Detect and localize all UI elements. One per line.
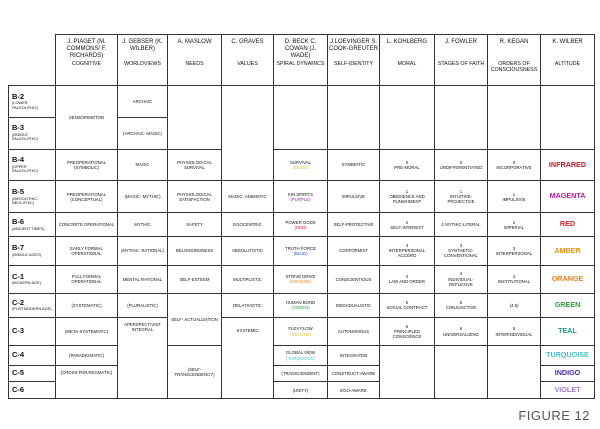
stage-era: (ANCIENT TIMES) — [12, 225, 45, 231]
cell-graves-egocentric: EGOCENTRIC — [222, 213, 274, 237]
stage-era: (UPPER PALEOLITHIC) — [12, 163, 39, 174]
header-names: D. BECK C. COWAN (J. WADE) — [284, 39, 317, 60]
stage-number: 3 — [405, 243, 409, 249]
cell-piaget-meta-systematic: (META-SYSTEMATIC) — [56, 317, 118, 345]
header-names: J. GEBSER (K. WILBER) — [122, 39, 163, 53]
stage-number: 4 — [512, 274, 516, 280]
stage-number: 1 — [459, 189, 463, 194]
stage-text: INSTITUTIONAL — [497, 279, 531, 285]
cell-kegan-empty-upper — [488, 346, 541, 399]
header-wilber — [541, 35, 595, 86]
stage-code: B-5 — [12, 187, 25, 196]
cell-kohlberg-empty-upper — [380, 346, 435, 399]
cell-maslow-self-esteem: SELF-ESTEEM — [168, 265, 222, 293]
cell-gebser-magic-mythic: (MAGIC- MYTHIC) — [118, 181, 168, 213]
header-names: A. MASLOW — [177, 39, 212, 45]
stage-text: UNIVERSALIZING — [443, 331, 479, 337]
spiral-stage-name: FLEX FLOW — [288, 326, 313, 332]
stage-text: INCORPORATIVE — [496, 164, 532, 170]
cell-maslow-physiological-satisfaction: PHYSIOLOGICAL SATISFACTION — [168, 181, 222, 213]
stage-label — [9, 237, 56, 265]
stage-text: INTERINDIVIDUAL — [495, 331, 533, 337]
stage-number: 2 — [441, 222, 444, 228]
cell-loevinger-self-protective: SELF-PROTECTIVE — [328, 213, 380, 237]
cell-loevinger-construct-aware: CONSTRUCT-AWARE — [328, 365, 380, 382]
cell-fowler-empty — [435, 86, 488, 150]
stage-row — [9, 237, 595, 265]
cell-piaget-systematic: (SYSTEMATIC) — [56, 293, 118, 317]
stage-number: 4 — [405, 274, 409, 280]
cell-graves-magic-animistic: MAGIC- ANIMISTIC — [222, 181, 274, 213]
header-names: J. FOWLER — [444, 39, 477, 45]
cell-spiral-survival — [274, 149, 328, 181]
header-spiral — [274, 35, 328, 86]
cell-fowler-empty-upper — [435, 346, 488, 399]
cell-wilber-orange: ORANGE — [541, 265, 595, 293]
stage-text: PRINCIPLED CONSCIENCE — [392, 329, 422, 340]
stage-code: B-6 — [12, 217, 25, 227]
cell-gebser-mental-rational: MENTAL RATIONAL — [118, 265, 168, 293]
stage-era: (MIDDLE AGES) — [12, 251, 41, 257]
cell-maslow-physiological-survival: PHYSIOLOGICAL SURVIVAL — [168, 149, 222, 181]
header-topic: SELF-IDENTITY — [333, 61, 374, 67]
cell-maslow-safety: SAFETY — [168, 213, 222, 237]
stage-code: C-5 — [12, 368, 25, 378]
cell-gebser-archaic: ARCHAIC — [118, 86, 168, 118]
stage-text: IMPERIAL — [503, 224, 525, 230]
cell-wilber-turquoise: TURQUOISE — [541, 346, 595, 365]
cell-gebser-magic: MAGIC — [118, 149, 168, 181]
cell-kohlberg-4 — [380, 265, 435, 293]
header-piaget — [56, 35, 118, 86]
corner-cell — [9, 35, 56, 86]
stage-text: SOCIAL CONTRACT — [386, 305, 428, 311]
stage-row — [9, 346, 595, 365]
cell-graves-multiplistic: MULTIPLISTIC — [222, 265, 274, 293]
spiral-color-purple: (PURPLE) — [290, 196, 311, 202]
spiral-color-orange: (ORANGE) — [289, 279, 312, 285]
cell-spiral-global — [274, 346, 328, 365]
cell-spiral-transcendent: (TRANSCENDENT) — [274, 365, 328, 382]
cell-spiral-flex — [274, 317, 328, 345]
header-topic: ALTITUDE — [554, 61, 581, 67]
stage-number: 6 — [405, 323, 409, 329]
header-names: R. KEGAN — [499, 39, 529, 45]
stage-label — [9, 317, 56, 345]
cell-wilber-red: RED — [541, 213, 595, 237]
stage-era: (LOWER PALEOLITHIC) — [12, 100, 39, 110]
stage-number: 3 — [459, 243, 463, 249]
header-topic: WORLDVIEWS — [124, 61, 161, 67]
cell-kegan-empty — [488, 86, 541, 150]
stage-text: PRE-MORAL — [394, 164, 420, 170]
spiral-stage-name: TRUTH FORCE — [285, 245, 316, 251]
spiral-stage-name: POWER GODS — [285, 219, 316, 225]
cell-loevinger-autonomous: AUTONOMOUS — [328, 317, 380, 345]
stage-text: SELF-INTEREST — [390, 224, 424, 230]
cell-spiral-truth — [274, 237, 328, 265]
header-loevinger — [328, 35, 380, 86]
stage-number: 1 — [512, 191, 516, 197]
stage-code: C-1 — [12, 271, 25, 281]
stage-text: INTERPERSONAL — [495, 250, 533, 256]
cell-piaget-early-formal: EARLY FORMAL OPERATIONAL — [56, 237, 118, 265]
stage-code: B-3 — [12, 123, 25, 133]
cell-loevinger-conformist: CONFORMIST — [328, 237, 380, 265]
stage-number: 0 — [459, 159, 463, 165]
stage-label — [9, 213, 56, 237]
cell-fowler-0 — [435, 149, 488, 181]
stage-number: 5 — [459, 300, 463, 306]
stage-number: 1 — [405, 189, 409, 194]
stage-code: C-6 — [12, 384, 25, 394]
spiral-stage-name: STRIVE DRIVE — [285, 274, 316, 280]
spiral-color-beige: (BEIGE) — [292, 164, 309, 170]
cell-gebser-mythic: MYTHIC — [118, 213, 168, 237]
cell-maslow-self-transcendency: (SELF- TRANSCENDENCY) — [168, 346, 222, 399]
cell-loevinger-symbiotic: SYMBIOTIC — [328, 149, 380, 181]
header-topic: VALUES — [237, 61, 258, 67]
stage-text: SYNTHETIC- CONVENTIONAL — [444, 248, 478, 259]
cell-kohlberg-5 — [380, 293, 435, 317]
stage-text: UNDIFFERENTIATED — [439, 164, 483, 170]
header-topic: SPIRAL DYNAMICS — [276, 61, 325, 67]
cell-kohlberg-2 — [380, 213, 435, 237]
cell-loevinger-impulsive: IMPULSIVE — [328, 181, 380, 213]
stage-code: C-2 — [12, 297, 25, 307]
cell-maslow-belongingness: BELONGINGNESS — [168, 237, 222, 265]
cell-piaget-paradigmatic: (PARADIGMATIC) — [56, 346, 118, 365]
stage-number: 0 — [405, 159, 409, 165]
stage-text: MYTHIC-LITERAL — [445, 222, 481, 228]
spiral-color-green: (GREEN) — [291, 305, 310, 311]
spiral-stage-name: SURVIVAL — [290, 159, 311, 165]
stage-text: CONJUNCTIVE — [445, 305, 477, 311]
cell-piaget-preop-symbolic: PREOPERATIONAL (SYMBOLIC) — [56, 149, 118, 181]
cell-loevinger-integrated: INTEGRATED — [328, 346, 380, 365]
cell-wilber-green: GREEN — [541, 293, 595, 317]
stage-number: 0 — [512, 159, 516, 165]
cell-kegan-4 — [488, 265, 541, 293]
cell-spiral-strive — [274, 265, 328, 293]
header-gebser — [118, 35, 168, 86]
cell-graves-relativistic: RELATIVISTIC — [222, 293, 274, 317]
cell-spiral-power — [274, 213, 328, 237]
stage-text: OBEDIENCE AND PUNISHMENT — [389, 194, 425, 205]
cell-spiral-unity: (UNITY) — [274, 382, 328, 399]
cell-kegan-4-5: (4.5) — [488, 293, 541, 317]
cell-kegan-1 — [488, 181, 541, 213]
cell-graves-absolutistic: ABSOLUTISTIC — [222, 237, 274, 265]
stage-number: 2 — [405, 219, 409, 225]
header-kegan — [488, 35, 541, 86]
stage-number: 2 — [512, 219, 516, 225]
header-topic: NEEDS — [185, 61, 204, 67]
stage-label — [9, 86, 56, 118]
cell-spiral-empty — [274, 86, 328, 150]
stage-label — [9, 149, 56, 181]
cell-fowler-1 — [435, 181, 488, 213]
header-names: K. WILBER — [552, 39, 583, 45]
stage-label — [9, 181, 56, 213]
stage-number: 4 — [459, 271, 463, 277]
header-names: J. PIAGET (M. COMMONS/ F. RICHARDS) — [66, 39, 107, 60]
stage-number: 3 — [512, 245, 516, 251]
cell-kohlberg-6 — [380, 317, 435, 345]
stage-era: (POSTMODERN AGE) — [12, 306, 52, 312]
cell-loevinger-ego-aware: EGO-AWARE — [328, 382, 380, 399]
header-maslow — [168, 35, 222, 86]
stage-label — [9, 265, 56, 293]
cell-graves-empty — [222, 86, 274, 181]
developmental-stages-chart — [8, 34, 595, 399]
cell-kegan-3 — [488, 237, 541, 265]
header-names: C. GRAVES — [231, 39, 264, 45]
cell-piaget-cross-paradigmatic: (CROSS-PARADIGMATIC) — [56, 365, 118, 398]
cell-piaget-sensorimotor: SENSORIMOTOR — [56, 86, 118, 150]
stage-row — [9, 149, 595, 181]
cell-fowler-2 — [435, 213, 488, 237]
cell-wilber-magenta: MAGENTA — [541, 181, 595, 213]
spiral-color-red: (RED) — [294, 224, 307, 230]
stage-row — [9, 265, 595, 293]
cell-fowler-4 — [435, 265, 488, 293]
cell-loevinger-conscientious: CONSCIENTIOUS — [328, 265, 380, 293]
column-header-row — [9, 35, 595, 86]
stage-row — [9, 317, 595, 345]
spiral-color-turquoise: (TURQUOISE) — [286, 355, 315, 361]
cell-wilber-indigo: INDIGO — [541, 365, 595, 382]
cell-fowler-6 — [435, 317, 488, 345]
stage-era: (MIDDLE PALEOLITHIC) — [12, 131, 39, 142]
cell-gebser-archaic-magic: (ARCHAIC- MAGIC) — [118, 117, 168, 149]
cell-wilber-teal: TEAL — [541, 317, 595, 345]
cell-graves-systemic: SYSTEMIC — [222, 317, 274, 398]
stage-number: 5 — [512, 326, 516, 332]
spiral-stage-name: KIN SPIRITS — [287, 191, 314, 197]
stage-code: C-3 — [12, 326, 25, 336]
stage-code: B-2 — [12, 91, 25, 101]
cell-kegan-2 — [488, 213, 541, 237]
stage-text: LAW AND ORDER — [389, 279, 425, 285]
cell-kohlberg-3 — [380, 237, 435, 265]
stage-code: B-4 — [12, 155, 25, 165]
header-topic: STAGES OF FAITH — [437, 61, 485, 67]
stage-code: C-4 — [12, 350, 25, 360]
header-topic: MORAL — [397, 61, 417, 67]
stage-label — [9, 293, 56, 317]
header-graves — [222, 35, 274, 86]
stage-text: IMPULSIVE — [502, 196, 526, 202]
stage-number: 5 — [405, 300, 409, 306]
stage-row — [9, 86, 595, 118]
cell-wilber-amber: AMBER — [541, 237, 595, 265]
cell-loevinger-individualistic: INDIVIDUALISTIC — [328, 293, 380, 317]
cell-maslow-self-actualization: SELF- ACTUALIZATION — [168, 293, 222, 345]
cell-piaget-full-formal: FULL FORMAL OPERATIONAL — [56, 265, 118, 293]
cell-gebser-aperspectival: APERSPECTIVIST INTEGRAL — [118, 317, 168, 398]
stage-row — [9, 213, 595, 237]
stage-label — [9, 365, 56, 382]
cell-loevinger-empty — [328, 86, 380, 150]
stage-label — [9, 117, 56, 149]
cell-wilber-empty — [541, 86, 595, 150]
stage-label — [9, 346, 56, 365]
stage-text: INDIVIDUAL- REFLEXIVE — [448, 276, 474, 287]
cell-kohlberg-0 — [380, 149, 435, 181]
stage-label — [9, 382, 56, 399]
header-names: J.LOEVINGER S. COOK-GREUTER — [329, 39, 379, 53]
cell-piaget-concrete: CONCRETE OPERATIONAL — [56, 213, 118, 237]
cell-kegan-0 — [488, 149, 541, 181]
cell-gebser-mythic-rational: (MYTHIC- RATIONAL) — [118, 237, 168, 265]
cell-kegan-5 — [488, 317, 541, 345]
spiral-color-blue: (BLUE) — [293, 250, 308, 256]
spiral-stage-name: HUMAN BOND — [285, 300, 316, 306]
header-topic: ORDERS OF CONSCIOUSNESS — [490, 61, 538, 74]
cell-fowler-3 — [435, 237, 488, 265]
cell-piaget-preop-conceptual: PREOPERATIONAL (CONCEPTUAL) — [56, 181, 118, 213]
spiral-stage-name: GLOBAL VIEW — [285, 350, 316, 356]
cell-kohlberg-empty — [380, 86, 435, 150]
stage-era: (MESOLITHIC- NEOLITHIC) — [12, 195, 39, 205]
cell-gebser-pluralistic: (PLURALISTIC) — [118, 293, 168, 317]
stage-code: B-7 — [12, 243, 25, 253]
stage-text: INTERPERSONAL ACCORD — [388, 248, 426, 259]
header-kohlberg — [380, 35, 435, 86]
cell-kohlberg-1 — [380, 181, 435, 213]
cell-spiral-kin — [274, 181, 328, 213]
stage-row — [9, 181, 595, 213]
stage-text: INTUITIVE- PROJECTIVE — [447, 194, 475, 205]
header-names: L. KOHLBERG — [386, 39, 427, 45]
stage-row — [9, 293, 595, 317]
header-fowler — [435, 35, 488, 86]
cell-maslow-empty — [168, 86, 222, 150]
spiral-color-yellow: (YELLOW) — [290, 331, 311, 337]
stage-era: (MODERN AGE) — [12, 280, 41, 286]
cell-spiral-human — [274, 293, 328, 317]
header-topic: COGNITIVE — [71, 61, 102, 67]
cell-fowler-5 — [435, 293, 488, 317]
figure-label: FIGURE 12 — [518, 408, 590, 423]
cell-wilber-violet: VIOLET — [541, 382, 595, 399]
stage-number: 6 — [459, 326, 463, 332]
cell-wilber-infrared: INFRARED — [541, 149, 595, 181]
